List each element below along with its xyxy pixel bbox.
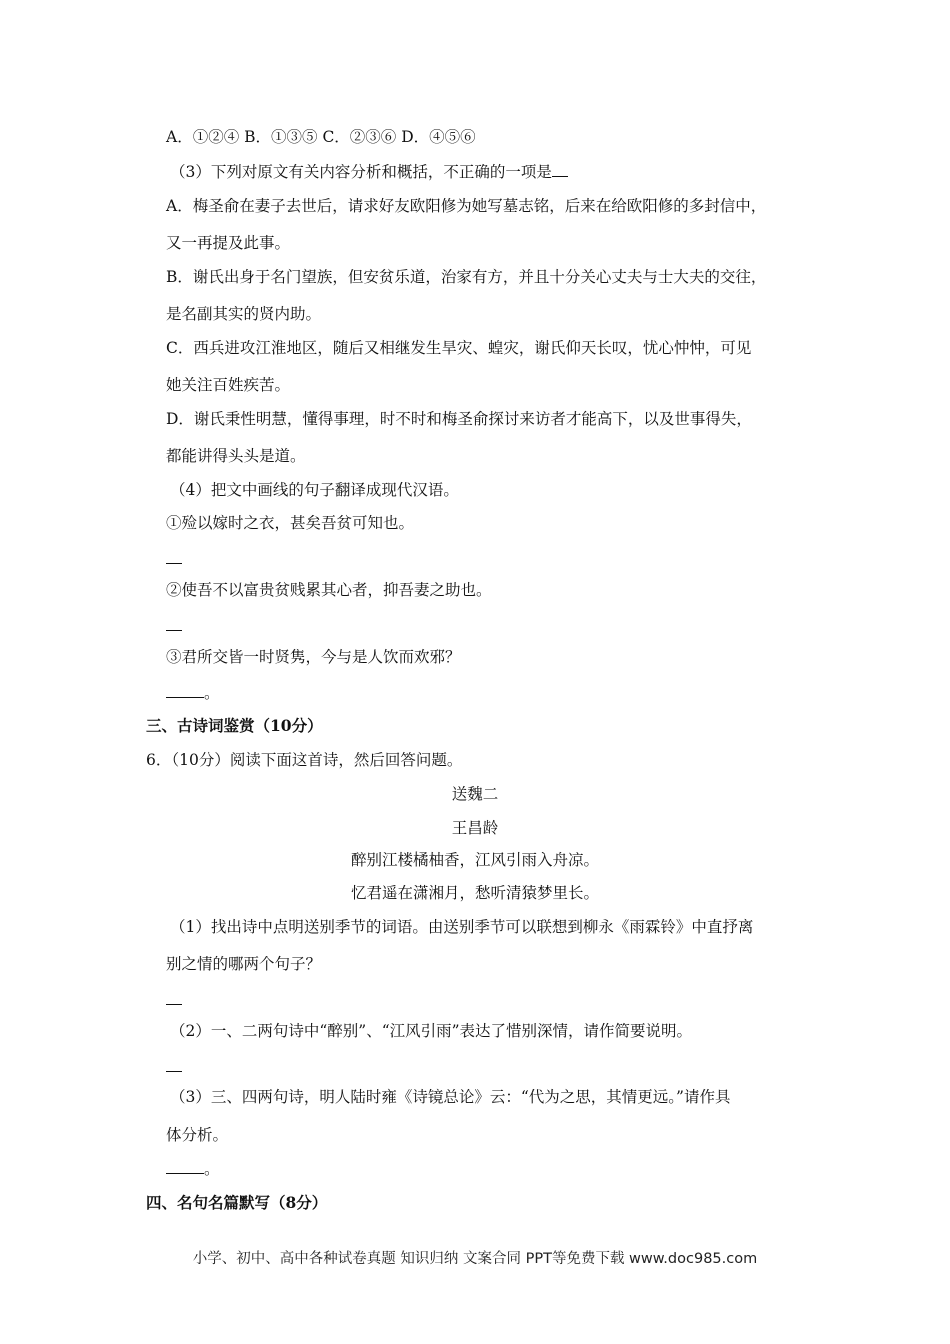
q3-options-line: A．①②④ B．①③⑤ C．②③⑥ D．④⑤⑥ bbox=[166, 128, 476, 146]
q6-part3-line1: （3）三、四两句诗，明人陆时雍《诗镜总论》云：“代为之思，其情更远。”请作具 bbox=[170, 1088, 731, 1106]
poem-author: 王昌龄 bbox=[451, 819, 499, 837]
q4-stem: （4）把文中画线的句子翻译成现代汉语。 bbox=[170, 481, 459, 499]
option-b-line1: B．谢氏出身于名门望族，但安贫乐道，治家有方，并且十分关心丈夫与士大夫的交往， bbox=[166, 268, 767, 286]
poem-title: 送魏二 bbox=[451, 785, 499, 803]
sentence-1: ①殓以嫁时之衣，甚矣吾贫可知也。 bbox=[166, 514, 415, 532]
answer-blank-6: 。 bbox=[166, 1159, 220, 1179]
sentence-3: ③君所交皆一时贤隽，今与是人饮而欢邪？ bbox=[166, 648, 461, 666]
q3-stem: （3）下列对原文有关内容分析和概括，不正确的一项是 bbox=[170, 162, 568, 182]
option-d-line1: D．谢氏秉性明慧，懂得事理，时不时和梅圣俞探讨来访者才能高下，以及世事得失， bbox=[166, 410, 752, 428]
q6-part2: （2）一、二两句诗中“醉别”、“江风引雨”表达了惜别深情，请作简要说明。 bbox=[170, 1022, 693, 1040]
answer-blank-5 bbox=[166, 1057, 182, 1077]
answer-blank-1 bbox=[166, 549, 182, 569]
answer-blank-2 bbox=[166, 616, 182, 636]
option-c-line1: C．西兵进攻江淮地区，随后又相继发生旱灾、蝗灾，谢氏仰天长叹，忧心忡忡，可见 bbox=[166, 339, 752, 357]
answer-blank-3: 。 bbox=[166, 683, 220, 703]
poem-line-2: 忆君遥在潇湘月，愁听清猿梦里长。 bbox=[350, 884, 599, 902]
answer-blank-4 bbox=[166, 990, 182, 1010]
option-a-line1: A．梅圣俞在妻子去世后，请求好友欧阳修为她写墓志铭，后来在给欧阳修的多封信中， bbox=[166, 197, 767, 215]
footer-ad-text: 小学、初中、高中各种试卷真题 知识归纳 文案合同 PPT等免费下载 www.doc985.com bbox=[192, 1251, 758, 1267]
answer-blank bbox=[552, 162, 568, 177]
section-3-heading: 三、古诗词鉴赏（10分） bbox=[146, 716, 323, 735]
option-a-line2: 又一再提及此事。 bbox=[166, 234, 291, 252]
option-c-line2: 她关注百姓疾苦。 bbox=[166, 376, 291, 394]
section-4-heading: 四、名句名篇默写（8分） bbox=[146, 1193, 328, 1212]
q6-part3-line2: 体分析。 bbox=[166, 1126, 229, 1144]
q6-part1-line1: （1）找出诗中点明送别季节的词语。由送别季节可以联想到柳永《雨霖铃》中直抒离 bbox=[170, 918, 754, 936]
q6-part1-line2: 别之情的哪两个句子？ bbox=[166, 955, 322, 973]
option-d-line2: 都能讲得头头是道。 bbox=[166, 447, 306, 465]
option-b-line2: 是名副其实的贤内助。 bbox=[166, 305, 322, 323]
q6-stem: 6．（10分）阅读下面这首诗，然后回答问题。 bbox=[146, 751, 463, 769]
poem-line-1: 醉别江楼橘柚香，江风引雨入舟凉。 bbox=[350, 851, 599, 869]
sentence-2: ②使吾不以富贵贫贱累其心者，抑吾妻之助也。 bbox=[166, 581, 492, 599]
